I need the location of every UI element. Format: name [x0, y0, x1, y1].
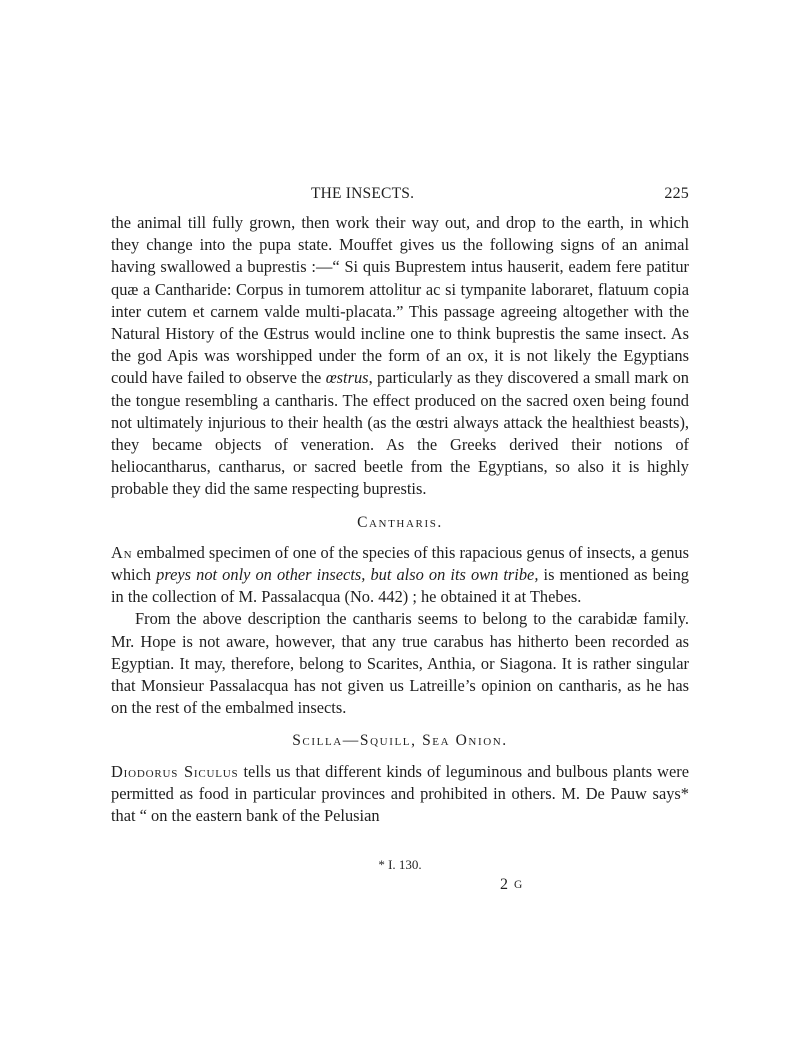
paragraph-scilla: Diodorus Siculus tells us that different kinds of leguminous and bulbous plants were permitted as food in particular provinces and prohibited in others. M. De Pauw says* that “ on the eastern bank of the Pelusian [111, 761, 689, 826]
lead-name: Diodorus Siculus [111, 761, 239, 781]
lead-word: An [111, 542, 133, 562]
italic-phrase: preys not only on other insects, but also on its own tribe, [156, 565, 539, 585]
section-heading-scilla: Scilla—Squill, Sea Onion. [292, 732, 508, 750]
paragraph-cantharis-specimen: An embalmed specimen of one of the species of this rapacious genus of insects, a genus which preys not only on other insects, but also on its own tribe, is mentioned as being in the collection of M. Passalacqua (No. 442) ; he obtained it at Thebes. [111, 542, 689, 607]
italic-oestrus: œstrus [325, 368, 369, 388]
paragraph-buprestis-continued: the animal till fully grown, then work their way out, and drop to the earth, in which they change into the pupa state. Mouffet gives us the following signs of an animal having swallowed a buprestis :—“ Si quis Buprestem intus hauserit, eadem fere patitur quæ a Cantharide: Corpus in tumorem attolitur ac si tympanite laboraret, flatuum copia inter cutem et carnem valde multi-placata.” This passage agreeing altogether with the Natural History of the Œstrus would incline one to think buprestis the same insect. As the god Apis was worshipped under the form of an ox, it is not likely the Egyptians could have failed to observe the œstrus, particularly as they discovered a small mark on the tongue resembling a cantharis. The effect produced on the sacred oxen being found not ultimately injurious to their health (as the œstri always attack the healthiest beasts), they became objects of veneration. As the Greeks derived their notions of heliocantharus, cantharus, or sacred beetle from the Egyptians, so also it is highly probable they did the same respecting buprestis. [111, 213, 690, 499]
footnote: * I. 130. [378, 857, 422, 872]
body-text [111, 212, 689, 827]
running-title: THE INSECTS. [311, 185, 415, 202]
signature-letter: G [514, 879, 524, 891]
running-head [111, 185, 689, 209]
printer-signature [500, 876, 523, 894]
section-heading-cantharis: Cantharis. [357, 513, 443, 531]
paragraph-cantharis-family: From the above description the cantharis seems to belong to the carabidæ family. Mr. Hope is not aware, however, that any true carabus has hitherto been recorded as Egyptian. It may, therefore, belong to Scarites, Anthia, or Siagona. It is rather singular that Monsieur Passalacqua has not given us Latreille’s opinion on cantharis, as he has on the rest of the embalmed insects. [111, 609, 689, 718]
signature-number: 2 [500, 876, 509, 893]
page-number: 225 [664, 185, 689, 202]
